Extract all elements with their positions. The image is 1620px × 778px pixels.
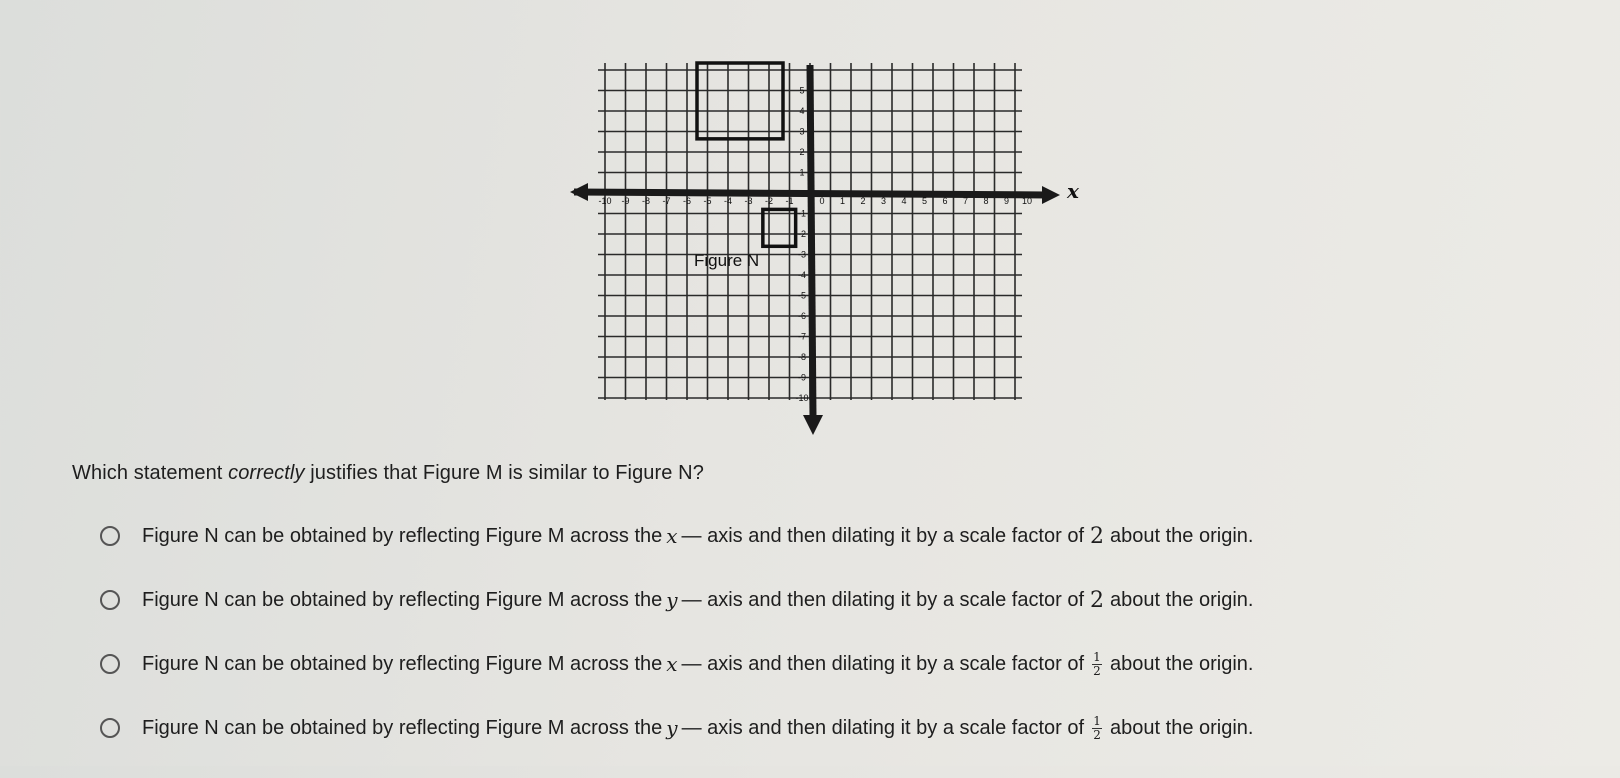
scale-factor: 2 (1090, 587, 1105, 613)
question-suffix: justifies that Figure M is similar to Figure N? (304, 462, 704, 484)
option-text-b: axis and then dilating it by a scale factor of (707, 524, 1084, 547)
x-tick-label: -7 (662, 196, 671, 206)
x-tick-label: 0 (819, 196, 825, 206)
question-text (72, 462, 704, 485)
option-text-b: axis and then dilating it by a scale factor of (707, 716, 1085, 739)
y-axis-down-arrow-icon (803, 415, 823, 435)
y-tick-label: 3 (799, 126, 805, 137)
x-tick-label: -3 (744, 196, 753, 206)
x-axis-left-arrow-icon (570, 183, 588, 201)
axis-variable: x (666, 524, 678, 548)
y-tick-label: 4 (799, 106, 805, 116)
axis-dash: — (681, 652, 702, 675)
x-tick-label: 6 (942, 196, 948, 206)
question-prefix: Which statement (72, 462, 229, 484)
x-tick-label: 3 (880, 196, 887, 206)
y-tick-label: 2 (799, 147, 805, 157)
radio-icon[interactable] (100, 718, 120, 738)
x-axis-right-arrow-icon (1042, 186, 1060, 204)
coordinate-grid (570, 55, 1130, 455)
x-tick-label: 7 (962, 196, 969, 206)
option-text-c: about the origin. (1110, 652, 1254, 675)
x-tick-label: -10 (598, 196, 612, 206)
axis-dash: — (681, 716, 702, 739)
radio-icon[interactable] (100, 654, 120, 674)
question-emphasis: correctly (228, 462, 305, 484)
x-tick-label: 4 (901, 196, 907, 206)
answer-options (100, 522, 1253, 778)
x-tick-label: -1 (785, 196, 794, 206)
x-tick-label: 5 (921, 196, 928, 206)
y-tick-label: -9 (797, 372, 807, 383)
fraction-numerator: 1 (1093, 713, 1101, 728)
y-tick-label: -5 (797, 290, 807, 301)
option-text-a: Figure N can be obtained by reflecting Figure M across the (142, 524, 663, 547)
axis-variable: x (666, 652, 678, 676)
fraction-denominator: 2 (1093, 727, 1101, 742)
fraction-numerator: 1 (1093, 649, 1101, 664)
option-text-c: about the origin. (1110, 716, 1254, 739)
axis-variable: y (666, 716, 678, 740)
x-tick-label: 8 (983, 196, 989, 206)
radio-icon[interactable] (100, 590, 120, 610)
x-tick-label: -4 (723, 196, 733, 206)
y-tick-label: -6 (797, 311, 807, 321)
x-tick-label: -5 (703, 196, 712, 206)
x-tick-label: -8 (641, 196, 651, 206)
x-tick-label: -6 (682, 196, 692, 206)
axis-dash: — (681, 524, 702, 547)
x-tick-label: -2 (764, 196, 774, 206)
y-tick-label: 5 (799, 85, 805, 96)
scale-factor: 2 (1090, 523, 1104, 549)
option-text-a: Figure N can be obtained by reflecting Figure M across the (142, 716, 663, 739)
y-tick-label: -3 (797, 249, 807, 260)
figure-n-label: Figure N (694, 251, 760, 270)
x-tick-label: -9 (621, 196, 630, 206)
y-tick-label: 1 (799, 167, 805, 178)
radio-icon[interactable] (100, 526, 120, 546)
answer-option-2[interactable] (100, 586, 1253, 614)
scale-factor-fraction (1092, 715, 1102, 742)
option-text-b: axis and then dilating it by a scale factor of (707, 652, 1084, 675)
answer-option-1[interactable] (100, 522, 1253, 550)
figure-n-outline (763, 209, 796, 246)
axis-dash: — (681, 588, 702, 611)
fraction-denominator: 2 (1093, 663, 1101, 678)
x-tick-label: 10 (1021, 196, 1033, 206)
y-tick-label: -2 (797, 229, 807, 239)
option-text-c: about the origin. (1110, 524, 1254, 547)
option-text-b: axis and then dilating it by a scale factor of (707, 588, 1085, 611)
y-tick-label: -7 (797, 331, 807, 342)
figure-m-outline (697, 63, 783, 139)
x-axis-label: x (1067, 179, 1079, 203)
scale-factor-fraction (1092, 651, 1102, 678)
y-tick-label: -4 (797, 270, 807, 280)
axis-variable: y (666, 588, 678, 612)
y-tick-label: -10 (795, 393, 809, 403)
x-tick-label: 9 (1003, 196, 1010, 206)
y-axis-line (810, 65, 813, 417)
option-text-a: Figure N can be obtained by reflecting Figure M across the (142, 652, 663, 675)
answer-option-4[interactable] (100, 714, 1253, 742)
axes (570, 65, 1060, 435)
answer-option-3[interactable] (100, 650, 1253, 678)
option-text-a: Figure N can be obtained by reflecting Figure M across the (142, 588, 663, 611)
y-tick-label: -1 (797, 208, 807, 219)
x-tick-label: 2 (860, 196, 866, 206)
x-tick-label: 1 (839, 196, 846, 206)
option-text-c: about the origin. (1110, 588, 1254, 611)
y-tick-label: -8 (797, 352, 807, 362)
